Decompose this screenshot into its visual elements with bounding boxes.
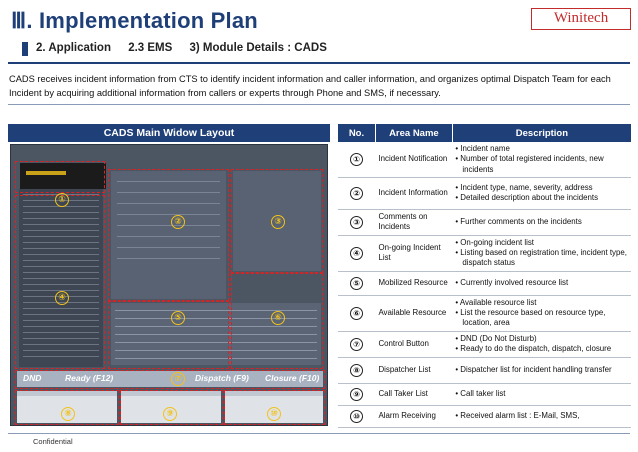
zone-marker-7: ⑦	[171, 372, 185, 386]
table-header-row	[338, 124, 632, 142]
breadcrumb-item: 2.3 EMS	[128, 42, 173, 54]
area-description: • Received alarm list : E-Mail, SMS,	[452, 405, 631, 427]
table-row	[338, 271, 632, 295]
area-description: • Incident name • Number of total registered incidents, new incidents	[452, 142, 631, 177]
page-title: Ⅲ. Implementation Plan	[11, 8, 258, 33]
area-description: • DND (Do Not Disturb) • Ready to do the dispatch, dispatch, closure	[452, 331, 631, 357]
area-description: • Available resource list • List the resource based on resource type, location, area	[452, 295, 631, 331]
zone-marker-8: ⑧	[61, 407, 75, 421]
zone-5	[108, 301, 229, 369]
area-name: Mobilized Resource	[375, 271, 452, 295]
table-row	[338, 383, 632, 405]
breadcrumb	[36, 42, 341, 54]
area-name: Call Taker List	[375, 383, 452, 405]
layout-panel	[8, 124, 330, 430]
confidential-label: Confidential	[33, 437, 73, 446]
breadcrumb-item: 2. Application	[36, 42, 111, 54]
row-number: ⑨	[350, 388, 363, 401]
zone-marker-1: ①	[55, 193, 69, 207]
area-description-table	[337, 124, 631, 428]
area-name: Control Button	[375, 331, 452, 357]
area-name: On-going Incident List	[375, 235, 452, 271]
zone-2	[108, 169, 229, 301]
dispatch-button: Dispatch (F9)	[195, 373, 249, 383]
intro-text: CADS receives incident information from CTS to identify incident information and caller information, and organizes optimal Dispatch Team for each Incident by acquiring additional information from callers or experts through Phone and SMS, if necessary.	[9, 74, 611, 98]
area-description: • Further comments on the incidents	[452, 209, 631, 235]
footer-divider	[8, 433, 630, 434]
area-description: • Dispatcher list for incident handling transfer	[452, 357, 631, 383]
zone-marker-2: ②	[171, 215, 185, 229]
area-name: Available Resource	[375, 295, 452, 331]
ready-button: Ready (F12)	[65, 373, 114, 383]
closure-button: Closure (F10)	[265, 373, 320, 383]
table-row	[338, 357, 632, 383]
row-number: ⑦	[350, 338, 363, 351]
table-row	[338, 235, 632, 271]
col-header-no: No.	[338, 124, 376, 142]
row-number: ②	[350, 187, 363, 200]
col-header-area: Area Name	[375, 124, 452, 142]
table-row	[338, 295, 632, 331]
table-row	[338, 405, 632, 427]
intro-divider	[8, 104, 630, 105]
zone-marker-3: ③	[271, 215, 285, 229]
area-name: Alarm Receiving	[375, 405, 452, 427]
zone-marker-10: ⑩	[267, 407, 281, 421]
dnd-button: DND	[23, 373, 42, 383]
breadcrumb-item: 3) Module Details : CADS	[189, 42, 327, 54]
cads-screenshot	[10, 144, 328, 426]
row-number: ④	[350, 247, 363, 260]
col-header-description: Description	[452, 124, 631, 142]
area-name: Incident Information	[375, 177, 452, 209]
zone-marker-4: ④	[55, 291, 69, 305]
zone-marker-6: ⑥	[271, 311, 285, 325]
zone-marker-9: ⑨	[163, 407, 177, 421]
table-row	[338, 177, 632, 209]
area-description: • Incident type, name, severity, address • Detailed description about the incidents	[452, 177, 631, 209]
area-name: Dispatcher List	[375, 357, 452, 383]
row-number: ⑤	[350, 277, 363, 290]
winitech-logo: Winitech	[531, 8, 631, 30]
row-number: ⑩	[350, 410, 363, 423]
table-row	[338, 209, 632, 235]
layout-panel-title: CADS Main Widow Layout	[8, 124, 330, 142]
row-number: ③	[350, 216, 363, 229]
area-description: • On-going incident list • Listing based on registration time, incident type, dispatch status	[452, 235, 631, 271]
section-marker	[22, 42, 28, 56]
table-row	[338, 331, 632, 357]
zone-1	[15, 161, 105, 193]
row-number: ⑧	[350, 364, 363, 377]
zone-marker-5: ⑤	[171, 311, 185, 325]
header-divider	[8, 62, 630, 64]
area-description: • Call taker list	[452, 383, 631, 405]
area-name: Comments on Incidents	[375, 209, 452, 235]
row-number: ⑥	[350, 307, 363, 320]
table-row	[338, 142, 632, 177]
area-description: • Currently involved resource list	[452, 271, 631, 295]
area-name: Incident Notification	[375, 142, 452, 177]
row-number: ①	[350, 153, 363, 166]
zone-7	[15, 370, 325, 389]
zone-4	[15, 195, 105, 369]
